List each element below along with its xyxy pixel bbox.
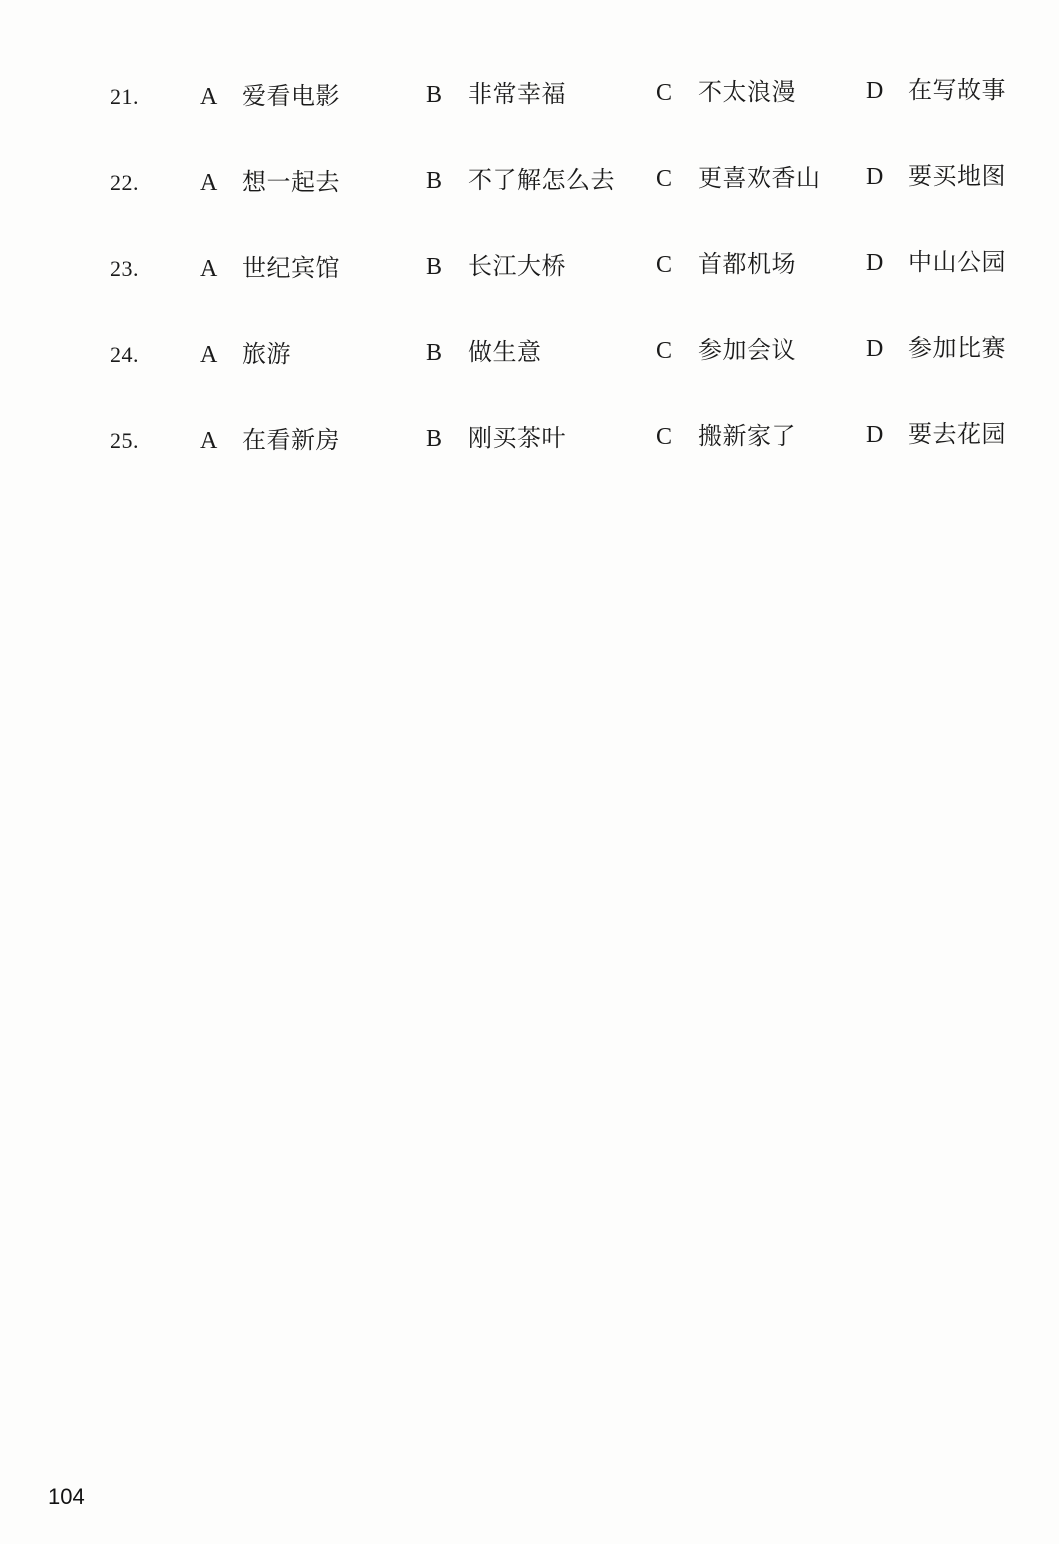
option-text: 参加会议 bbox=[698, 336, 796, 364]
question-24 bbox=[0, 318, 1059, 404]
option-letter: B bbox=[426, 340, 443, 366]
option-b bbox=[426, 74, 566, 109]
question-list bbox=[0, 60, 1059, 490]
option-text: 搬新家了 bbox=[698, 422, 796, 450]
option-d bbox=[866, 242, 1006, 277]
option-letter: A bbox=[200, 84, 218, 110]
option-a bbox=[200, 248, 340, 283]
option-text: 非常幸福 bbox=[468, 80, 566, 108]
option-d bbox=[866, 414, 1006, 449]
option-text: 不太浪漫 bbox=[698, 78, 796, 106]
question-number: 24. bbox=[110, 342, 139, 367]
option-letter: B bbox=[426, 426, 443, 452]
option-a bbox=[200, 334, 291, 369]
question-21 bbox=[0, 60, 1059, 146]
option-text: 刚买茶叶 bbox=[468, 424, 566, 452]
option-b bbox=[426, 418, 566, 453]
option-a bbox=[200, 76, 340, 111]
question-number: 21. bbox=[110, 84, 139, 109]
option-a bbox=[200, 162, 340, 197]
option-c bbox=[656, 416, 796, 451]
option-letter: C bbox=[656, 338, 673, 364]
option-text: 想一起去 bbox=[242, 168, 340, 196]
option-text: 要买地图 bbox=[908, 162, 1006, 190]
option-b bbox=[426, 332, 542, 367]
option-text: 世纪宾馆 bbox=[242, 254, 340, 282]
option-text: 要去花园 bbox=[908, 420, 1006, 448]
option-letter: A bbox=[200, 342, 218, 368]
option-d bbox=[866, 156, 1006, 191]
option-letter: A bbox=[200, 256, 218, 282]
page-number: 104 bbox=[48, 1484, 85, 1509]
option-text: 旅游 bbox=[242, 340, 291, 368]
option-b bbox=[426, 160, 615, 195]
option-d bbox=[866, 70, 1006, 105]
option-letter: C bbox=[656, 166, 673, 192]
option-text: 做生意 bbox=[468, 338, 542, 366]
option-letter: D bbox=[866, 336, 884, 362]
option-text: 参加比赛 bbox=[908, 334, 1006, 362]
option-text: 不了解怎么去 bbox=[468, 166, 615, 194]
question-number: 22. bbox=[110, 170, 139, 195]
option-letter: D bbox=[866, 422, 884, 448]
option-letter: B bbox=[426, 82, 443, 108]
option-text: 更喜欢香山 bbox=[698, 164, 821, 192]
option-letter: D bbox=[866, 164, 884, 190]
option-letter: D bbox=[866, 250, 884, 276]
option-letter: D bbox=[866, 78, 884, 104]
option-letter: A bbox=[200, 170, 218, 196]
option-c bbox=[656, 330, 796, 365]
question-22 bbox=[0, 146, 1059, 232]
question-number: 25. bbox=[110, 428, 139, 453]
option-text: 长江大桥 bbox=[468, 252, 566, 280]
option-letter: C bbox=[656, 252, 673, 278]
option-text: 首都机场 bbox=[698, 250, 796, 278]
option-letter: C bbox=[656, 424, 673, 450]
option-text: 在看新房 bbox=[242, 426, 340, 454]
option-letter: B bbox=[426, 254, 443, 280]
option-letter: C bbox=[656, 80, 673, 106]
option-letter: A bbox=[200, 428, 218, 454]
question-number: 23. bbox=[110, 256, 139, 281]
option-text: 在写故事 bbox=[908, 76, 1006, 104]
question-23 bbox=[0, 232, 1059, 318]
option-c bbox=[656, 72, 796, 107]
option-d bbox=[866, 328, 1006, 363]
option-b bbox=[426, 246, 566, 281]
option-text: 爱看电影 bbox=[242, 82, 340, 110]
option-letter: B bbox=[426, 168, 443, 194]
option-text: 中山公园 bbox=[908, 248, 1006, 276]
option-a bbox=[200, 420, 340, 455]
option-c bbox=[656, 158, 821, 193]
option-c bbox=[656, 244, 796, 279]
question-25 bbox=[0, 404, 1059, 490]
